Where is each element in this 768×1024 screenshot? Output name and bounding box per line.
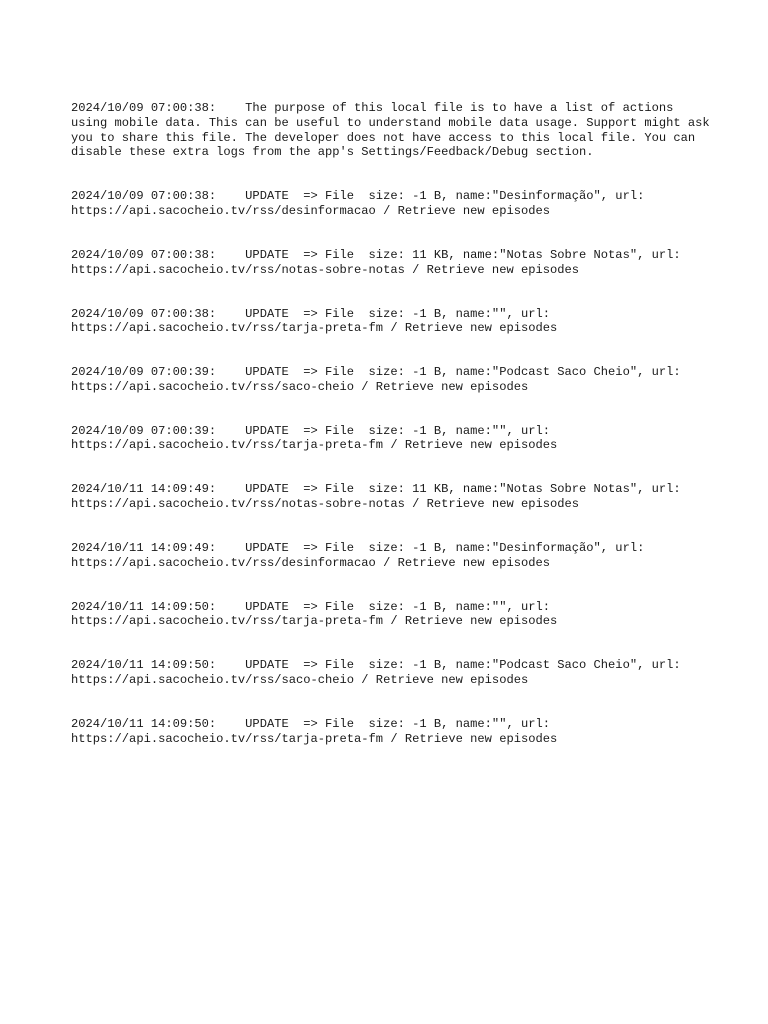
log-entry: 2024/10/09 07:00:39: UPDATE => File size: -1 B, name:"", url: https://api.sacocheio.tv/rss/tarja-preta-fm / Retrieve new episodes [71, 423, 558, 453]
log-entry: 2024/10/11 14:09:50: UPDATE => File size: -1 B, name:"", url: https://api.sacocheio.tv/rss/tarja-preta-fm / Retrieve new episodes [71, 599, 558, 629]
log-entry: 2024/10/11 14:09:50: UPDATE => File size: -1 B, name:"Podcast Saco Cheio", url: https://api.sacocheio.tv/rss/saco-cheio / Retrieve new episodes [71, 658, 688, 687]
log-entry: 2024/10/09 07:00:39: UPDATE => File size: -1 B, name:"Podcast Saco Cheio", url: https://api.sacocheio.tv/rss/saco-cheio / Retrieve new episodes [71, 365, 688, 394]
log-entry: 2024/10/09 07:00:38: UPDATE => File size: -1 B, name:"Desinformação", url: https://api.sacocheio.tv/rss/desinformacao / Retrieve new episodes [71, 189, 652, 218]
log-entry: 2024/10/09 07:00:38: UPDATE => File size: -1 B, name:"", url: https://api.sacocheio.tv/rss/tarja-preta-fm / Retrieve new episodes [71, 306, 558, 336]
log-text [71, 72, 717, 761]
log-entry: 2024/10/11 14:09:49: UPDATE => File size: 11 KB, name:"Notas Sobre Notas", url: https://api.sacocheio.tv/rss/notas-sobre-notas / Retrieve new episodes [71, 482, 688, 512]
log-entry: 2024/10/11 14:09:50: UPDATE => File size: -1 B, name:"", url: https://api.sacocheio.tv/rss/tarja-preta-fm / Retrieve new episodes [71, 716, 558, 746]
log-entry: 2024/10/09 07:00:38: The purpose of this local file is to have a list of actions using mobile data. This can be useful to understand mobile data usage. Support might ask you to share this file. The developer does not have access to this local file. You can disable these extra logs from the app's Settings/Feedback/Debug section. [71, 101, 717, 160]
log-entry: 2024/10/11 14:09:49: UPDATE => File size: -1 B, name:"Desinformação", url: https://api.sacocheio.tv/rss/desinformacao / Retrieve new episodes [71, 541, 652, 570]
log-entry: 2024/10/09 07:00:38: UPDATE => File size: 11 KB, name:"Notas Sobre Notas", url: https://api.sacocheio.tv/rss/notas-sobre-notas / Retrieve new episodes [71, 247, 688, 277]
